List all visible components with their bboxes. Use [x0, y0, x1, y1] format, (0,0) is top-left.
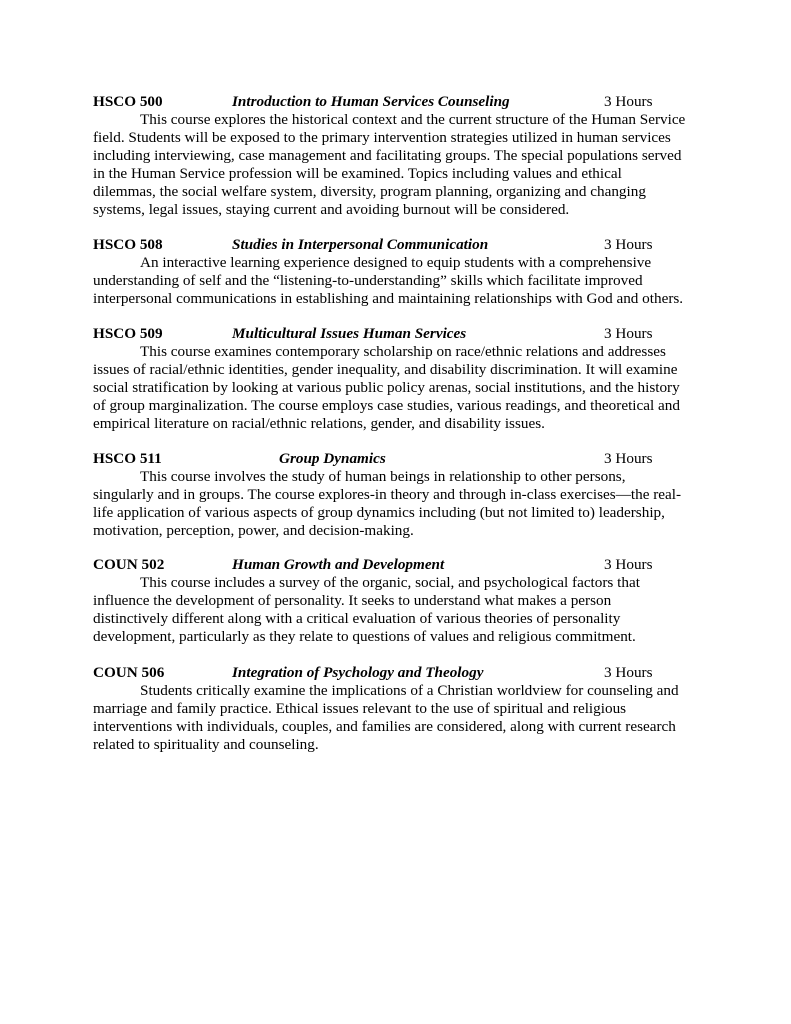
course-hours: 3 Hours	[604, 236, 653, 253]
course-heading	[93, 236, 703, 254]
course-hours: 3 Hours	[604, 325, 653, 342]
course-entry-hsco-511	[93, 450, 703, 540]
course-heading	[93, 664, 703, 682]
course-title: Introduction to Human Services Counseling	[232, 93, 510, 110]
course-entry-hsco-500	[93, 93, 703, 218]
course-description: This course examines contemporary scholarship on race/ethnic relations and addresses issues of racial/ethnic identities, gender inequality, and disability discrimination. It will examine social stratification by looking at various public policy arenas, social institutions, and the history of group marginalization. The course employs case studies, various readings, and theoretical and empirical literature on racial/ethnic relations, gender, and disability issues.	[93, 343, 680, 432]
course-entry-hsco-509	[93, 325, 703, 433]
course-code: HSCO 508	[93, 236, 163, 253]
course-entry-coun-502	[93, 556, 703, 646]
course-title: Multicultural Issues Human Services	[232, 325, 467, 342]
course-code: HSCO 509	[93, 325, 163, 342]
course-title: Integration of Psychology and Theology	[232, 664, 484, 681]
course-title: Human Growth and Development	[232, 556, 445, 573]
course-description: This course includes a survey of the organic, social, and psychological factors that influence the development of personality. It seeks to understand what makes a person distinctively different along with a critical evaluation of various theories of personality development, particularly as they relate to questions of values and religious commitment.	[93, 574, 640, 645]
course-description: Students critically examine the implications of a Christian worldview for counseling and marriage and family practice. Ethical issues relevant to the use of spiritual and religious interventions with individuals, couples, and families are considered, along with current research related to spirituality and counseling.	[93, 682, 679, 753]
course-entry-coun-506	[93, 664, 703, 754]
course-hours: 3 Hours	[604, 93, 653, 110]
course-description: An interactive learning experience designed to equip students with a comprehensive understanding of self and the “listening-to-understanding” skills which facilitate improved interpersonal communications in establishing and maintaining relationships with God and others.	[93, 254, 684, 307]
course-code: HSCO 500	[93, 93, 163, 110]
course-hours: 3 Hours	[604, 556, 653, 573]
course-hours: 3 Hours	[604, 450, 653, 467]
course-heading	[93, 450, 703, 468]
course-description: This course explores the historical context and the current structure of the Human Service field. Students will be exposed to the primary intervention strategies utilized in human services including interviewing, case management and facilitating groups. The special populations served in the Human Service profession will be examined. Topics including values and ethical dilemmas, the social welfare system, diversity, program planning, organizing and changing systems, legal issues, staying current and avoiding burnout will be considered.	[93, 111, 686, 218]
course-heading	[93, 93, 703, 111]
course-code: HSCO 511	[93, 450, 162, 467]
course-title: Studies in Interpersonal Communication	[232, 236, 489, 253]
course-title: Group Dynamics	[279, 450, 386, 467]
course-description: This course involves the study of human beings in relationship to other persons, singularly and in groups. The course explores-in theory and through in-class exercises—the real- life application of various aspects of group dynamics including (but not limited to) leadership, motivation, perception, power, and decision-making.	[93, 468, 682, 539]
course-code: COUN 502	[93, 556, 165, 573]
course-heading	[93, 556, 703, 574]
course-hours: 3 Hours	[604, 664, 653, 681]
course-entry-hsco-508	[93, 236, 703, 308]
course-code: COUN 506	[93, 664, 165, 681]
course-heading	[93, 325, 703, 343]
